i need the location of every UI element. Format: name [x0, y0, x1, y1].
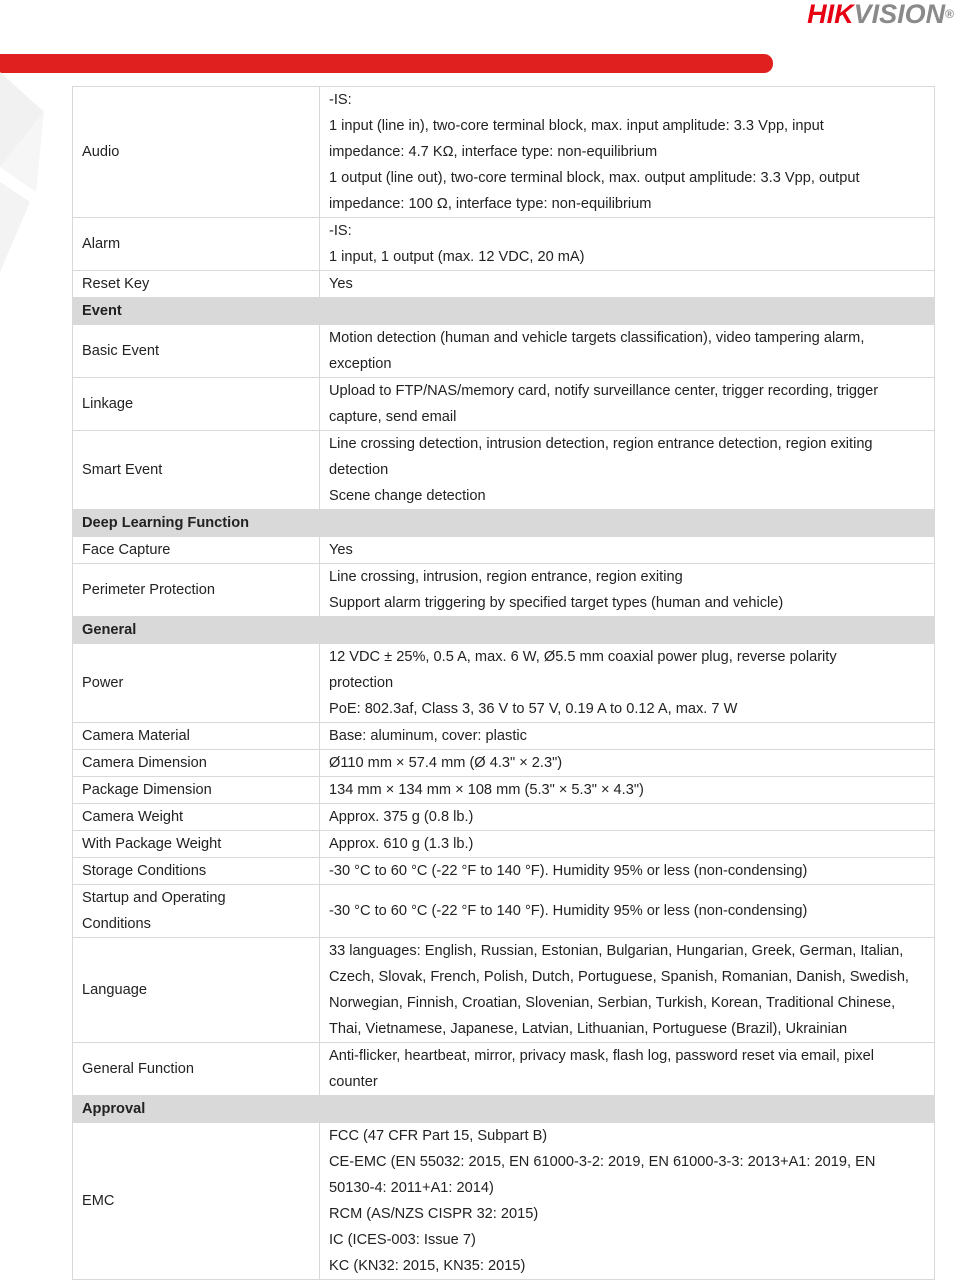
- spec-value: [320, 218, 935, 271]
- spec-label: Perimeter Protection: [73, 564, 320, 617]
- spec-value-line: Base: aluminum, cover: plastic: [329, 728, 527, 744]
- spec-label: Package Dimension: [73, 777, 320, 804]
- spec-value-line: -IS:: [329, 223, 352, 239]
- hikvision-logo: HIKVISION®: [807, 0, 954, 29]
- section-header-deep-learning-function: [73, 510, 935, 537]
- section-header-event: [73, 298, 935, 325]
- spec-value-line: 1 input (line in), two-core terminal block, max. input amplitude: 3.3 Vpp, input: [329, 118, 824, 134]
- spec-value: [320, 831, 935, 858]
- spec-row-smart-event: [73, 431, 935, 510]
- spec-value: [320, 644, 935, 723]
- spec-label: Alarm: [73, 218, 320, 271]
- spec-label: EMC: [73, 1123, 320, 1280]
- spec-label-line: Conditions: [82, 916, 151, 932]
- spec-table: [72, 86, 935, 1280]
- spec-row-startup-and-operating-conditions: [73, 885, 935, 938]
- spec-value-line: exception: [329, 356, 392, 372]
- spec-label: Language: [73, 938, 320, 1043]
- spec-value-line: 12 VDC ± 25%, 0.5 A, max. 6 W, Ø5.5 mm coaxial power plug, reverse polarity: [329, 649, 837, 665]
- spec-value-line: IC (ICES-003: Issue 7): [329, 1232, 476, 1248]
- spec-label: [73, 885, 320, 938]
- spec-label-line: Startup and Operating: [82, 890, 226, 906]
- spec-label: Smart Event: [73, 431, 320, 510]
- spec-value: [320, 723, 935, 750]
- spec-row-camera-dimension: [73, 750, 935, 777]
- watermark-triangles-decoration: [0, 72, 72, 282]
- spec-value: [320, 431, 935, 510]
- spec-value-line: PoE: 802.3af, Class 3, 36 V to 57 V, 0.19 A to 0.12 A, max. 7 W: [329, 701, 738, 717]
- spec-row-basic-event: [73, 325, 935, 378]
- section-header-general: [73, 617, 935, 644]
- spec-value-line: KC (KN32: 2015, KN35: 2015): [329, 1258, 526, 1274]
- spec-value-line: impedance: 4.7 KΩ, interface type: non-equilibrium: [329, 144, 658, 160]
- spec-value-line: protection: [329, 675, 394, 691]
- spec-value-line: Czech, Slovak, French, Polish, Dutch, Portuguese, Spanish, Romanian, Danish, Swedish,: [329, 969, 909, 985]
- spec-value: [320, 858, 935, 885]
- spec-label: Linkage: [73, 378, 320, 431]
- spec-value-line: Ø110 mm × 57.4 mm (Ø 4.3" × 2.3"): [329, 755, 563, 771]
- spec-row-camera-material: [73, 723, 935, 750]
- spec-value-line: Yes: [329, 542, 353, 558]
- spec-row-face-capture: [73, 537, 935, 564]
- spec-label: Basic Event: [73, 325, 320, 378]
- spec-value-line: Anti-flicker, heartbeat, mirror, privacy mask, flash log, password reset via email, pixel: [329, 1048, 875, 1064]
- spec-value: [320, 378, 935, 431]
- spec-value-line: -IS:: [329, 92, 352, 108]
- spec-value: [320, 1043, 935, 1096]
- spec-row-power: [73, 644, 935, 723]
- spec-value-line: 50130-4: 2011+A1: 2014): [329, 1180, 494, 1196]
- spec-value-line: Line crossing detection, intrusion detection, region entrance detection, region exiting: [329, 436, 873, 452]
- spec-label: Power: [73, 644, 320, 723]
- spec-value-line: 1 input, 1 output (max. 12 VDC, 20 mA): [329, 249, 585, 265]
- spec-value-line: detection: [329, 462, 389, 478]
- spec-label: Reset Key: [73, 271, 320, 298]
- spec-value-line: Line crossing, intrusion, region entrance, region exiting: [329, 569, 683, 585]
- spec-value-line: Norwegian, Finnish, Croatian, Slovenian, Serbian, Turkish, Korean, Traditional Chinese,: [329, 995, 896, 1011]
- spec-value-line: -30 °C to 60 °C (-22 °F to 140 °F). Humidity 95% or less (non-condensing): [329, 903, 808, 919]
- spec-row-storage-conditions: [73, 858, 935, 885]
- spec-value: [320, 325, 935, 378]
- spec-row-with-package-weight: [73, 831, 935, 858]
- spec-row-general-function: [73, 1043, 935, 1096]
- spec-row-audio: [73, 87, 935, 218]
- spec-label: Camera Material: [73, 723, 320, 750]
- spec-value: [320, 750, 935, 777]
- spec-row-reset-key: [73, 271, 935, 298]
- spec-label: General Function: [73, 1043, 320, 1096]
- spec-value-line: RCM (AS/NZS CISPR 32: 2015): [329, 1206, 539, 1222]
- spec-value: [320, 777, 935, 804]
- spec-value-line: Thai, Vietnamese, Japanese, Latvian, Lithuanian, Portuguese (Brazil), Ukrainian: [329, 1021, 848, 1037]
- spec-label: Face Capture: [73, 537, 320, 564]
- spec-value-line: Scene change detection: [329, 488, 486, 504]
- spec-value-line: 134 mm × 134 mm × 108 mm (5.3" × 5.3" × 4.3"): [329, 782, 644, 798]
- section-title: Event: [73, 298, 935, 325]
- header-red-bar: [0, 54, 773, 73]
- spec-row-emc: [73, 1123, 935, 1280]
- spec-value: [320, 87, 935, 218]
- spec-row-alarm: [73, 218, 935, 271]
- section-title: General: [73, 617, 935, 644]
- spec-value-line: Upload to FTP/NAS/memory card, notify surveillance center, trigger recording, trigger: [329, 383, 879, 399]
- section-title: Approval: [73, 1096, 935, 1123]
- spec-label: Camera Dimension: [73, 750, 320, 777]
- spec-value: [320, 1123, 935, 1280]
- spec-value: [320, 885, 935, 938]
- spec-value: [320, 804, 935, 831]
- spec-value-line: capture, send email: [329, 409, 457, 425]
- spec-value-line: Motion detection (human and vehicle targets classification), video tampering alarm,: [329, 330, 865, 346]
- spec-value-line: counter: [329, 1074, 378, 1090]
- spec-row-package-dimension: [73, 777, 935, 804]
- spec-value-line: Yes: [329, 276, 353, 292]
- spec-value: [320, 271, 935, 298]
- spec-label: Storage Conditions: [73, 858, 320, 885]
- spec-label: Audio: [73, 87, 320, 218]
- spec-value: [320, 537, 935, 564]
- spec-label: Camera Weight: [73, 804, 320, 831]
- spec-value-line: FCC (47 CFR Part 15, Subpart B): [329, 1128, 548, 1144]
- spec-value-line: -30 °C to 60 °C (-22 °F to 140 °F). Humidity 95% or less (non-condensing): [329, 863, 808, 879]
- spec-value-line: impedance: 100 Ω, interface type: non-equilibrium: [329, 196, 652, 212]
- spec-value-line: 1 output (line out), two-core terminal block, max. output amplitude: 3.3 Vpp, output: [329, 170, 860, 186]
- spec-value-line: CE-EMC (EN 55032: 2015, EN 61000-3-2: 2019, EN 61000-3-3: 2013+A1: 2019, EN: [329, 1154, 876, 1170]
- spec-value-line: Approx. 375 g (0.8 lb.): [329, 809, 474, 825]
- spec-value-line: Approx. 610 g (1.3 lb.): [329, 836, 474, 852]
- spec-row-camera-weight: [73, 804, 935, 831]
- spec-label: With Package Weight: [73, 831, 320, 858]
- spec-row-linkage: [73, 378, 935, 431]
- spec-value: [320, 564, 935, 617]
- spec-value-line: 33 languages: English, Russian, Estonian, Bulgarian, Hungarian, Greek, German, Italian,: [329, 943, 904, 959]
- spec-value-line: Support alarm triggering by specified target types (human and vehicle): [329, 595, 784, 611]
- section-header-approval: [73, 1096, 935, 1123]
- spec-row-perimeter-protection: [73, 564, 935, 617]
- spec-value: [320, 938, 935, 1043]
- spec-row-language: [73, 938, 935, 1043]
- section-title: Deep Learning Function: [73, 510, 935, 537]
